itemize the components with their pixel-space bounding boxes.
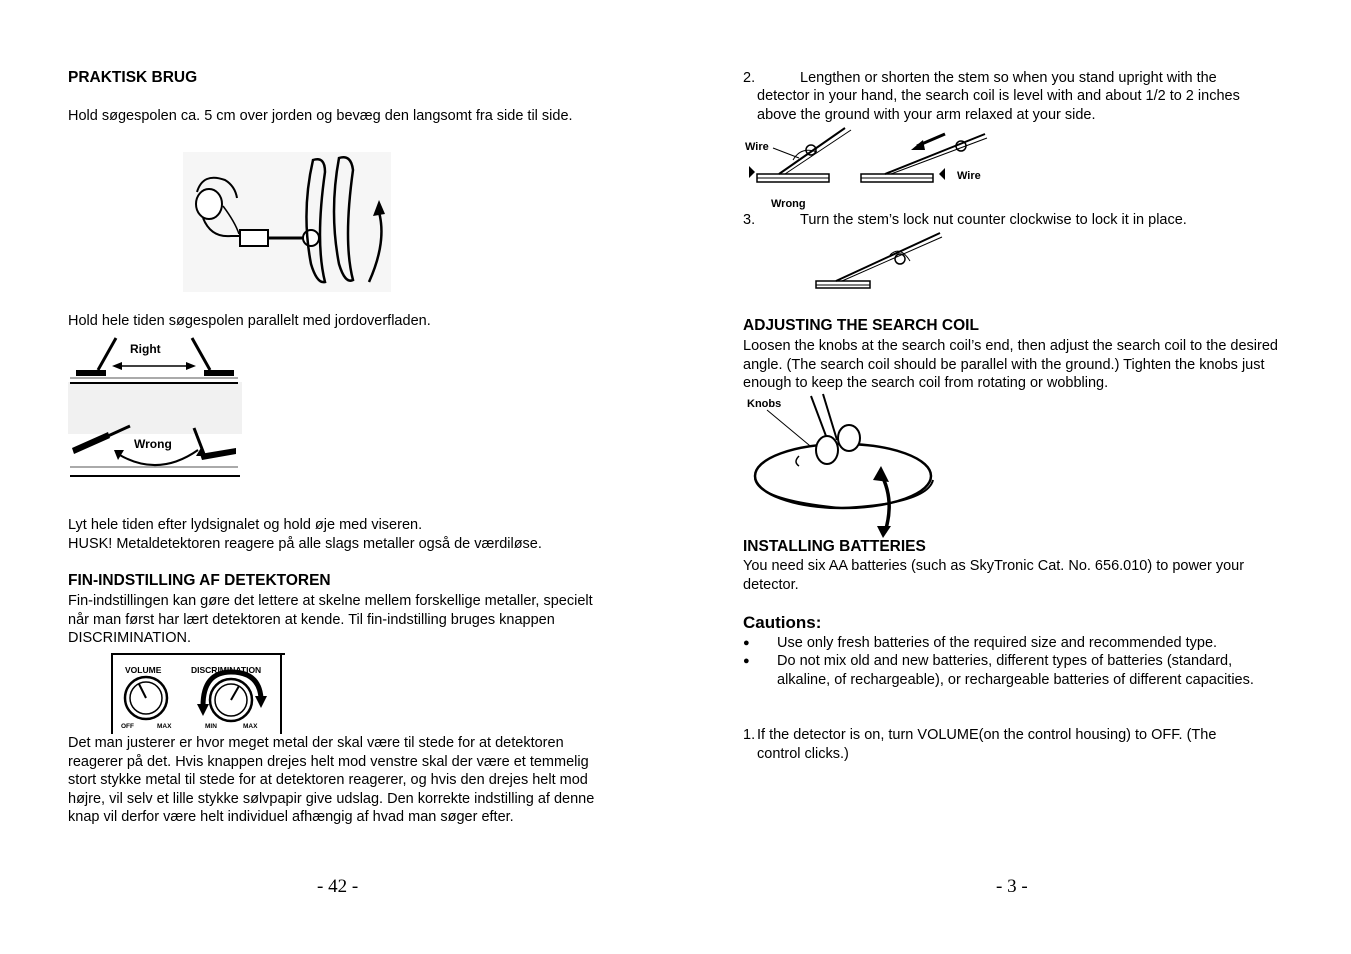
section-heading-fin-indstilling: FIN-INDSTILLING AF DETEKTOREN (68, 572, 331, 589)
step-2-continuation: detector in your hand, the search coil is level with and about 1/2 to 2 inches above the ground with your arm relaxed at your side. (757, 88, 1240, 123)
step-1-number: 1. (743, 727, 756, 743)
paragraph-remember: HUSK! Metaldetektoren reagere på alle slags metaller også de værdiløse. (68, 536, 542, 552)
section-heading-praktisk-brug: PRAKTISK BRUG (68, 69, 198, 86)
step-2-number: 2. (743, 70, 756, 86)
caution-item-1: Use only fresh batteries of the required size and recommended type. (777, 635, 1218, 651)
step-1-continuation: control clicks.) (757, 746, 849, 762)
paragraph-listen: Lyt hele tiden efter lydsignalet og hold øje med viseren. (68, 517, 423, 533)
step-3-number: 3. (743, 212, 756, 228)
step-2-text: Lengthen or shorten the stem so when you stand upright with the (800, 70, 1217, 86)
wrong-label: Wrong (134, 437, 172, 451)
paragraph-adjusting: Loosen the knobs at the search coil’s end, then adjust the search coil to the desired angle. (The search coil should be parallel with the ground.) Tighten the knobs just enough to keep the search coil from rotating or wobbling. (743, 338, 1278, 391)
wrong-label-wire: Wrong (771, 198, 806, 210)
sweep-illustration (183, 152, 391, 292)
paragraph-parallel: Hold hele tiden søgespolen parallelt med jordoverfladen. (68, 313, 431, 329)
section-heading-batteries: INSTALLING BATTERIES (743, 538, 926, 555)
caution-item-2: Do not mix old and new batteries, different types of batteries (standard, alkaline, of rechargeable), or rechargeable batteries of different capacities. (777, 653, 1254, 688)
step-1-text: If the detector is on, turn VOLUME(on the control housing) to OFF. (The (757, 727, 1217, 743)
parallel-illustration (68, 332, 242, 482)
volume-label: VOLUME (125, 665, 162, 675)
min-label: MIN (205, 723, 217, 730)
wire-illustration (745, 126, 995, 210)
page-number-left: - 42 - (317, 876, 359, 897)
paragraph-fine-tuning: Fin-indstillingen kan gøre det lettere at skelne mellem forskellige metaller, specielt når man først har lært detektoren at kende. Til fin-indstilling bruges knappen DISCRIMINATION. (68, 593, 593, 646)
paragraph-adjustment: Det man justerer er hvor meget metal der skal være til stede for at detektoren reagerer på det. Hvis knappen drejes helt mod venstre skal der være et temmelig stort stykke metal til stede for at detektoren reagerer, og hvis den drejes helt mod højre, vil selv et lille stykke sølvpapir give udslag. Den korrekte indstilling af denne knap vil derfor være helt individuel afhængig af hvad man søger efter. (68, 735, 595, 825)
step-3-text: Turn the stem’s lock nut counter clockwise to lock it in place. (800, 212, 1187, 228)
discrimination-label: DISCRIMINATION (191, 665, 262, 675)
wire-label-2: Wire (957, 170, 981, 182)
right-label: Right (130, 342, 161, 356)
paragraph-hold-coil: Hold søgespolen ca. 5 cm over jorden og bevæg den langsomt fra side til side. (68, 108, 573, 124)
paragraph-batteries: You need six AA batteries (such as SkyTronic Cat. No. 656.010) to power your detector. (743, 558, 1245, 593)
cautions-title: Cautions: (743, 613, 822, 632)
page-number-right: - 3 - (996, 876, 1028, 897)
knobs-illustration (745, 392, 941, 538)
bullet-dot: ● (743, 655, 750, 667)
off-label: OFF (121, 723, 134, 730)
control-panel-illustration (111, 654, 285, 734)
bullet-dot: ● (743, 637, 750, 649)
knobs-label: Knobs (747, 398, 782, 410)
max-label-volume: MAX (157, 723, 172, 730)
wire-label-1: Wire (745, 141, 769, 153)
lock-nut-illustration (814, 231, 944, 293)
max-label-discrimination: MAX (243, 723, 258, 730)
section-heading-adjusting: ADJUSTING THE SEARCH COIL (743, 317, 979, 334)
